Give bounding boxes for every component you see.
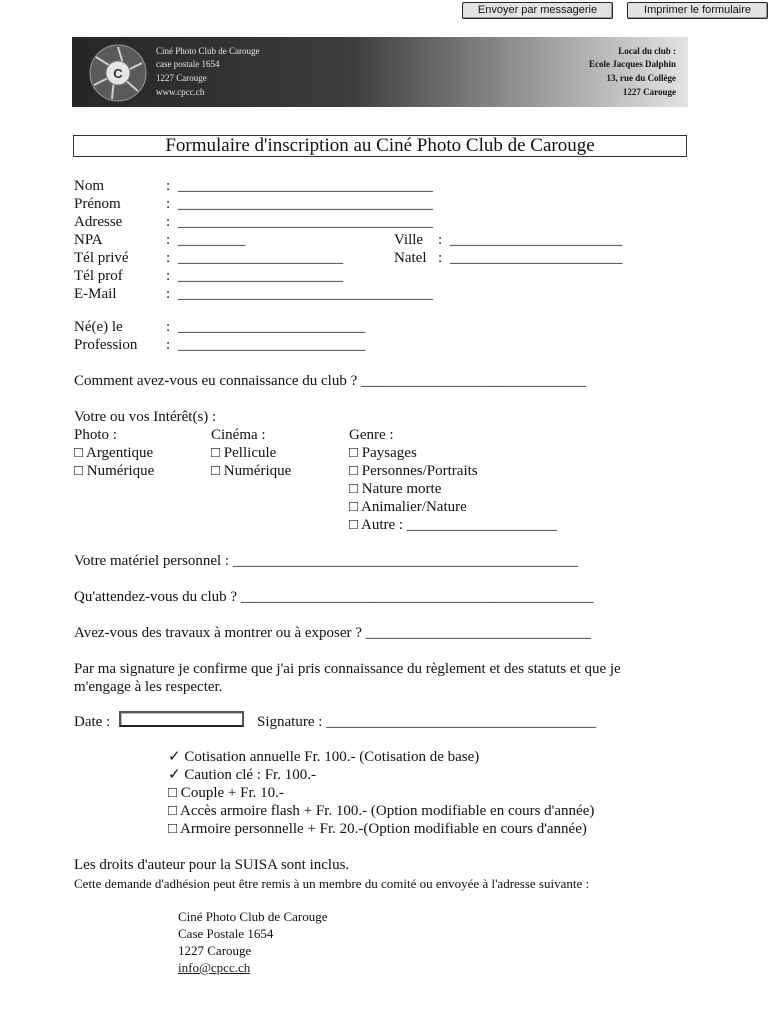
banner-school: Ecole Jacques Dalphin: [588, 59, 676, 69]
email-field[interactable]: __________________________________: [178, 286, 433, 302]
checkbox-genre-portraits[interactable]: □ Personnes/Portraits: [349, 463, 478, 479]
address-line-2: Case Postale 1654: [178, 926, 274, 941]
colon: :: [166, 268, 171, 284]
banner-website: www.cpcc.ch: [156, 87, 205, 97]
option-cotisation[interactable]: ✓ Cotisation annuelle Fr. 100.- (Cotisation de base): [168, 749, 480, 765]
option-caution-cle[interactable]: ✓ Caution clé : Fr. 100.-: [168, 767, 316, 783]
svg-text:C: C: [113, 66, 123, 81]
checkbox-genre-nature-morte[interactable]: □ Nature morte: [349, 481, 442, 497]
colon: :: [438, 232, 443, 248]
banner-city: 1227 Carouge: [156, 73, 207, 83]
club-header-banner: [72, 37, 688, 107]
label-profession: Profession: [74, 337, 138, 353]
option-armoire-perso[interactable]: □ Armoire personnelle + Fr. 20.-(Option modifiable en cours d'année): [168, 821, 587, 837]
question-attentes[interactable]: Qu'attendez-vous du club ? _______________________________________________: [74, 589, 594, 605]
date-input[interactable]: [119, 711, 244, 727]
option-armoire-flash[interactable]: □ Accès armoire flash + Fr. 100.- (Option modifiable en cours d'année): [168, 803, 595, 819]
club-email-link[interactable]: info@cpcc.ch: [178, 960, 251, 975]
colon: :: [166, 337, 171, 353]
form-title: Formulaire d'inscription au Ciné Photo Club de Carouge: [73, 135, 687, 157]
option-couple[interactable]: □ Couple + Fr. 10.-: [168, 785, 284, 801]
colon: :: [166, 250, 171, 266]
checkbox-genre-autre[interactable]: □ Autre : ____________________: [349, 517, 557, 533]
colon: :: [166, 286, 171, 302]
cinema-heading: Cinéma :: [211, 427, 266, 443]
label-prenom: Prénom: [74, 196, 121, 212]
checkbox-cinema-pellicule[interactable]: □ Pellicule: [211, 445, 277, 461]
question-materiel[interactable]: Votre matériel personnel : ______________________________________________: [74, 553, 578, 569]
question-travaux[interactable]: Avez-vous des travaux à montrer ou à exposer ? ______________________________: [74, 625, 591, 641]
colon: :: [438, 250, 443, 266]
checkbox-genre-paysages[interactable]: □ Paysages: [349, 445, 417, 461]
banner-location-city: 1227 Carouge: [622, 87, 676, 97]
question-how-heard[interactable]: Comment avez-vous eu connaissance du club ? ______________________________: [74, 373, 586, 389]
colon: :: [166, 232, 171, 248]
photo-heading: Photo :: [74, 427, 117, 443]
agreement-line-2: m'engage à les respecter.: [74, 679, 223, 695]
banner-location-label: Local du club :: [618, 46, 676, 56]
signature-field[interactable]: Signature : ____________________________________: [257, 714, 597, 730]
natel-field[interactable]: _______________________: [450, 250, 623, 266]
address-line-3: 1227 Carouge: [178, 943, 252, 958]
label-nom: Nom: [74, 178, 104, 194]
club-logo-icon: [88, 43, 148, 103]
tel-prof-field[interactable]: ______________________: [178, 268, 343, 284]
agreement-line-1: Par ma signature je confirme que j'ai pris connaissance du règlement et des statuts et que je: [74, 661, 621, 677]
banner-street: 13, rue du Collège: [606, 73, 676, 83]
ville-field[interactable]: _______________________: [450, 232, 623, 248]
date-label: Date :: [74, 714, 111, 730]
label-tel-prive: Tél privé: [74, 250, 129, 266]
profession-field[interactable]: _________________________: [178, 337, 366, 353]
prenom-field[interactable]: __________________________________: [178, 196, 433, 212]
send-by-email-button[interactable]: Envoyer par messagerie: [462, 2, 613, 19]
label-ville: Ville: [394, 232, 424, 248]
banner-po-box: case postale 1654: [156, 59, 220, 69]
label-npa: NPA: [74, 232, 103, 248]
print-form-button[interactable]: Imprimer le formulaire: [627, 2, 768, 19]
colon: :: [166, 178, 171, 194]
genre-heading: Genre :: [349, 427, 394, 443]
label-tel-prof: Tél prof: [74, 268, 123, 284]
tel-prive-field[interactable]: ______________________: [178, 250, 343, 266]
suisa-note: Les droits d'auteur pour la SUISA sont inclus.: [74, 857, 350, 873]
adresse-field[interactable]: __________________________________: [178, 214, 433, 230]
checkbox-photo-numerique[interactable]: □ Numérique: [74, 463, 155, 479]
checkbox-genre-animalier[interactable]: □ Animalier/Nature: [349, 499, 467, 515]
ne-le-field[interactable]: _________________________: [178, 319, 366, 335]
interests-heading: Votre ou vos Intérêt(s) :: [74, 409, 217, 425]
colon: :: [166, 319, 171, 335]
npa-field[interactable]: _________: [178, 232, 246, 248]
checkbox-photo-argentique[interactable]: □ Argentique: [74, 445, 154, 461]
banner-club-name: Ciné Photo Club de Carouge: [156, 46, 260, 56]
label-adresse: Adresse: [74, 214, 123, 230]
submission-note: Cette demande d'adhésion peut être remis à un membre du comité ou envoyée à l'adresse suivante :: [74, 876, 590, 891]
checkbox-cinema-numerique[interactable]: □ Numérique: [211, 463, 292, 479]
colon: :: [166, 214, 171, 230]
label-ne-le: Né(e) le: [74, 319, 123, 335]
label-natel: Natel: [394, 250, 427, 266]
address-line-1: Ciné Photo Club de Carouge: [178, 909, 328, 924]
colon: :: [166, 196, 171, 212]
label-email: E-Mail: [74, 286, 117, 302]
nom-field[interactable]: __________________________________: [178, 178, 433, 194]
